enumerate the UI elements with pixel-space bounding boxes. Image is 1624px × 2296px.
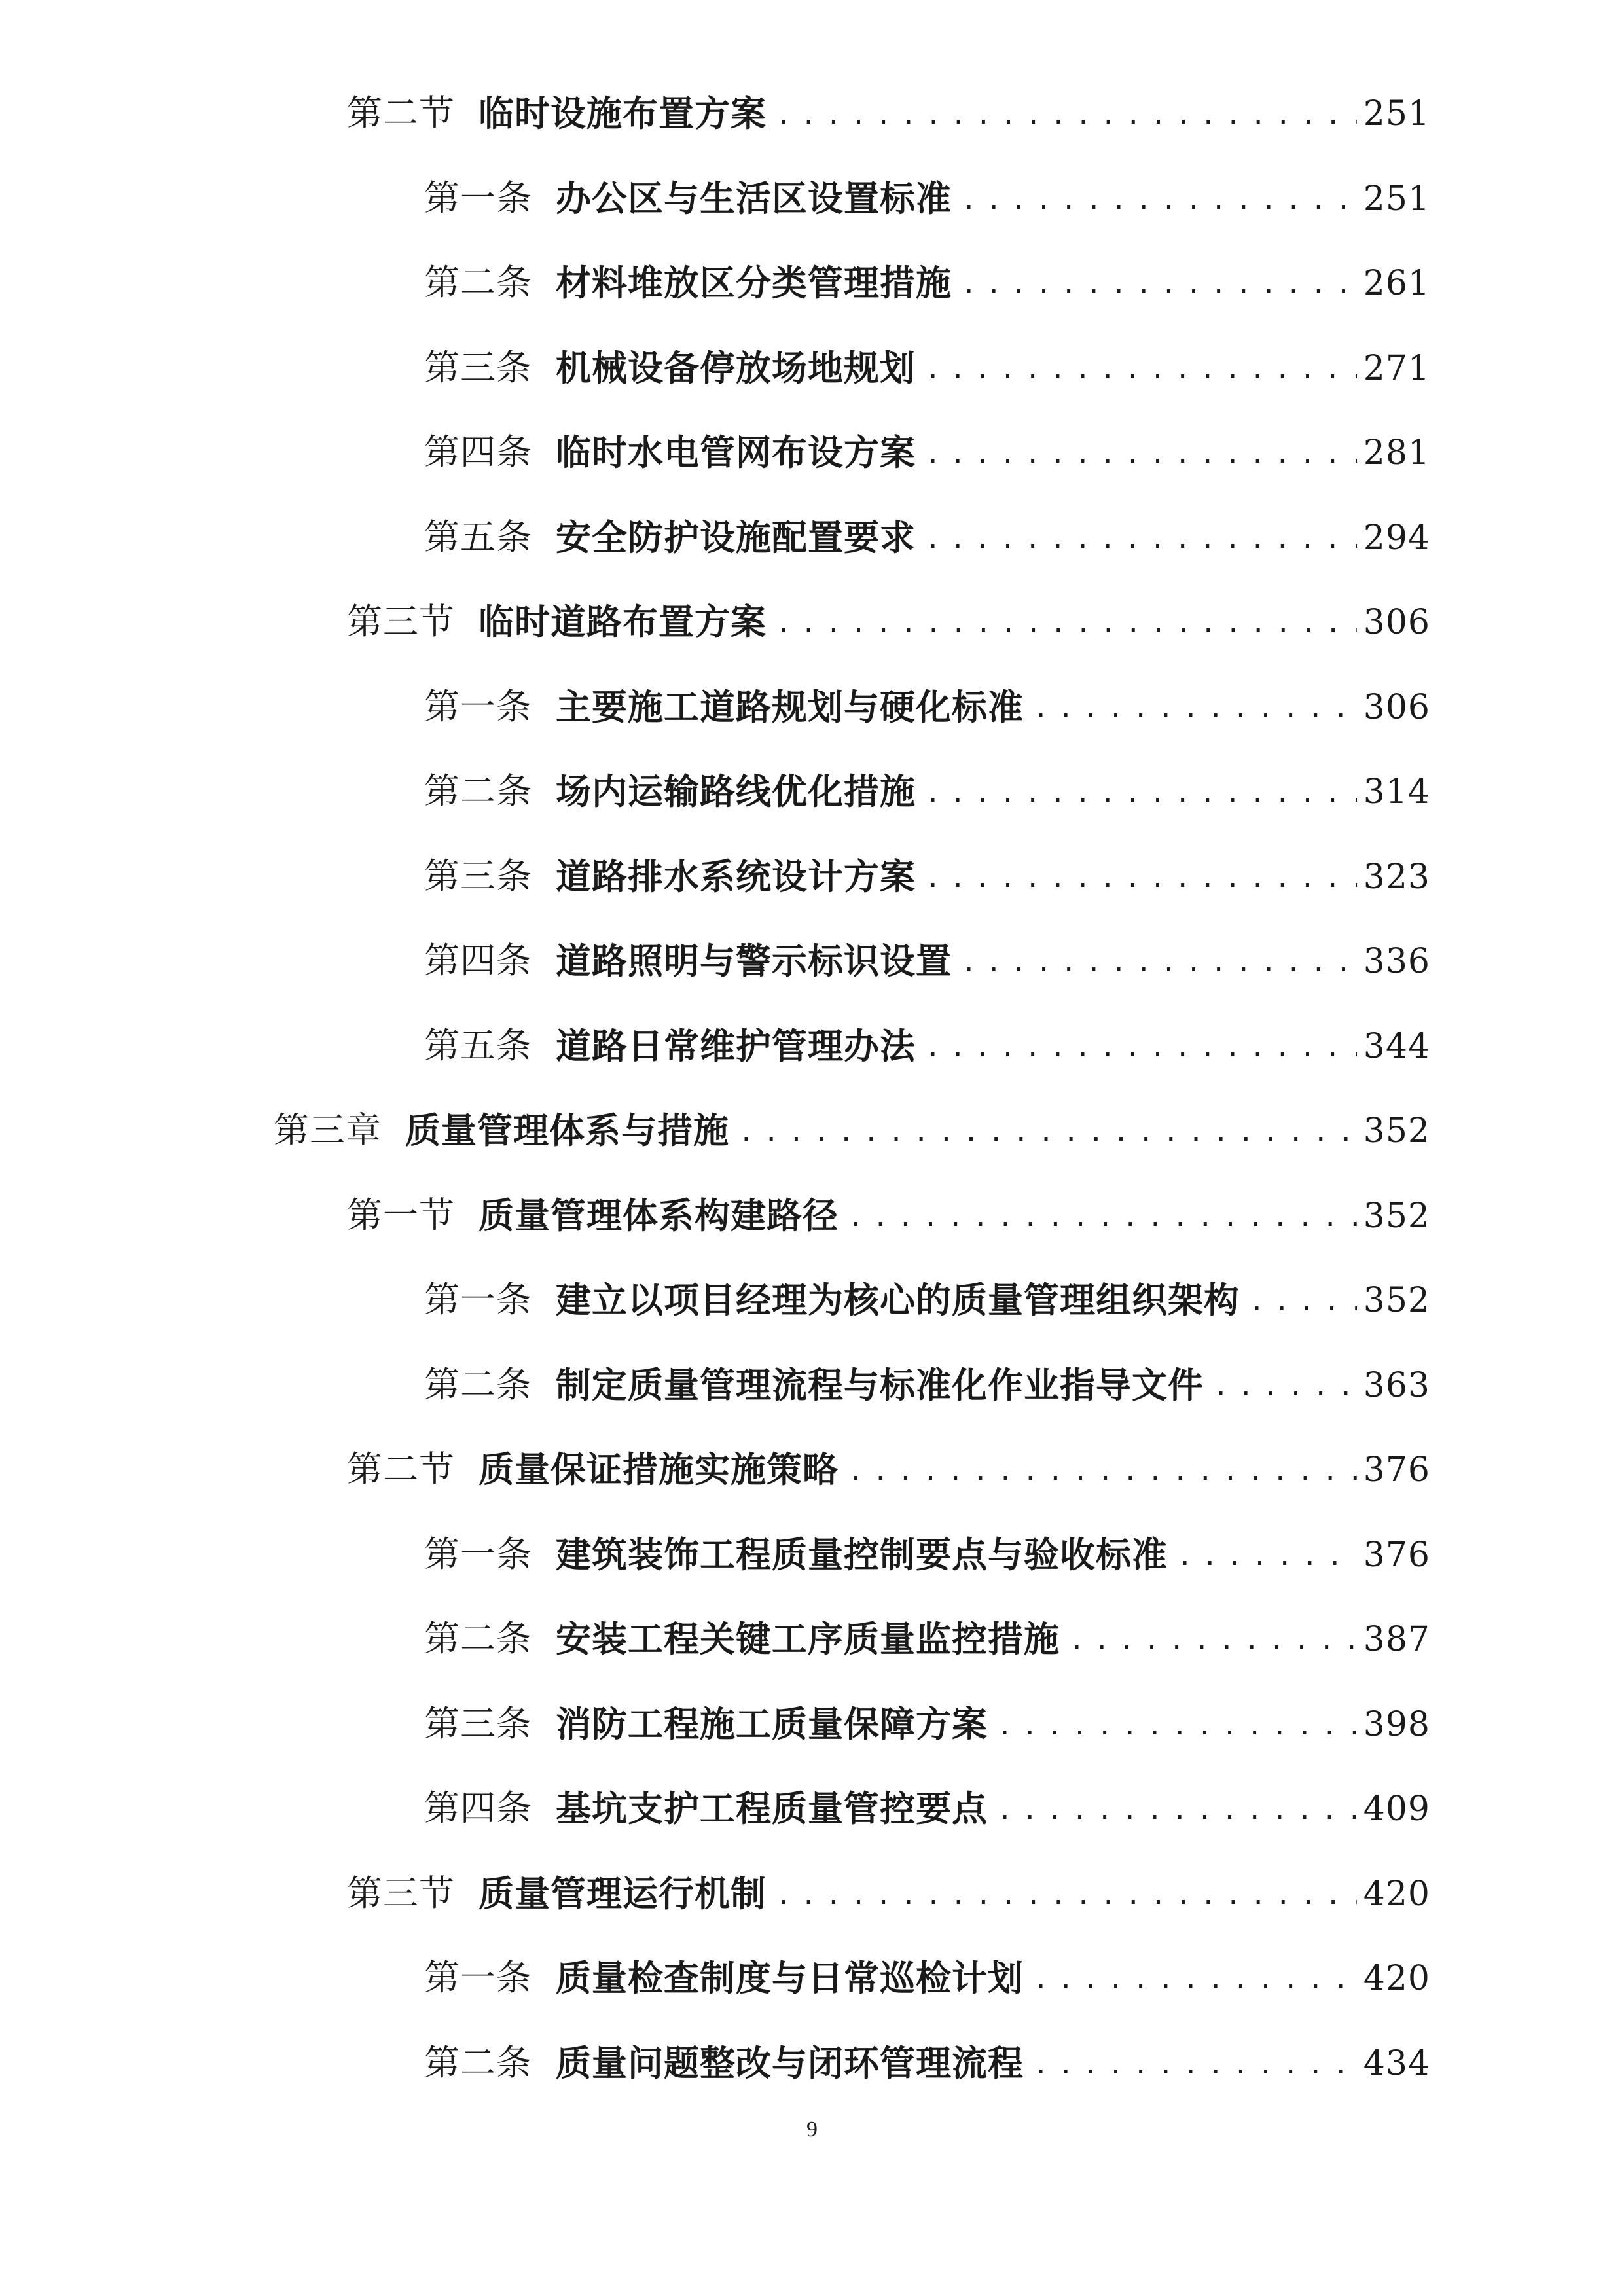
toc-dot-leader [1069, 1628, 1357, 1654]
toc-entry-prefix: 第四条 [424, 940, 532, 981]
toc-entry-page-number: 376 [1363, 1450, 1430, 1490]
toc-entry-page-number: 352 [1363, 1111, 1430, 1151]
toc-entry-section[interactable] [347, 581, 1430, 643]
toc-entry-section[interactable] [347, 72, 1430, 134]
toc-entry-article[interactable] [424, 2022, 1430, 2084]
toc-entry-title: 材料堆放区分类管理措施 [556, 262, 952, 304]
toc-entry-prefix: 第一条 [424, 1279, 532, 1320]
toc-entry-article[interactable] [424, 1005, 1430, 1067]
toc-entry-page-number: 420 [1363, 1874, 1430, 1914]
toc-entry-title: 质量保证措施实施策略 [478, 1448, 839, 1490]
toc-dot-leader [1213, 1374, 1357, 1400]
toc-entry-article[interactable] [424, 1767, 1430, 1829]
toc-entry-title: 质量管理运行机制 [478, 1872, 767, 1914]
toc-entry-page-number: 352 [1363, 1196, 1430, 1236]
toc-entry-page-number: 251 [1363, 179, 1430, 219]
toc-entry-page-number: 434 [1363, 2043, 1430, 2083]
toc-dot-leader [925, 526, 1357, 552]
toc-entry-prefix: 第二条 [424, 2041, 532, 2083]
toc-entry-prefix: 第一条 [424, 685, 532, 727]
toc-entry-prefix: 第二节 [347, 1448, 455, 1490]
toc-entry-article[interactable] [424, 327, 1430, 389]
toc-dot-leader [997, 1713, 1357, 1739]
toc-entry-page-number: 251 [1363, 94, 1430, 134]
toc-dot-leader [997, 1797, 1357, 1823]
toc-entry-title: 建立以项目经理为核心的质量管理组织架构 [556, 1279, 1240, 1321]
toc-entry-page-number: 261 [1363, 264, 1430, 303]
toc-entry-article[interactable] [424, 835, 1430, 897]
toc-dot-leader [961, 950, 1357, 976]
toc-entry-title: 安全防护设施配置要求 [556, 516, 916, 558]
toc-entry-title: 机械设备停放场地规划 [556, 346, 916, 389]
toc-entry-title: 主要施工道路规划与硬化标准 [556, 685, 1024, 728]
toc-entry-article[interactable] [424, 1937, 1430, 1999]
toc-entry-page-number: 363 [1363, 1365, 1430, 1405]
toc-entry-page-number: 398 [1363, 1704, 1430, 1744]
toc-dot-leader [1249, 1289, 1357, 1315]
toc-entry-chapter[interactable] [274, 1089, 1430, 1151]
toc-entry-title: 临时设施布置方案 [478, 92, 767, 134]
toc-entry-article[interactable] [424, 411, 1430, 473]
toc-dot-leader [848, 1458, 1357, 1484]
toc-entry-prefix: 第三节 [347, 601, 455, 642]
toc-entry-title: 质量问题整改与闭环管理流程 [556, 2041, 1024, 2084]
toc-dot-leader [776, 611, 1357, 637]
toc-entry-prefix: 第三章 [274, 1109, 382, 1151]
toc-entry-article[interactable] [424, 750, 1430, 812]
toc-entry-title: 质量管理体系与措施 [405, 1109, 729, 1151]
toc-entry-prefix: 第四条 [424, 431, 532, 473]
toc-entry-section[interactable] [347, 1428, 1430, 1490]
toc-entry-page-number: 409 [1363, 1789, 1430, 1829]
toc-entry-title: 安装工程关键工序质量监控措施 [556, 1618, 1060, 1660]
toc-dot-leader [1033, 696, 1357, 722]
toc-entry-prefix: 第一条 [424, 177, 532, 219]
toc-entry-prefix: 第三条 [424, 1702, 532, 1744]
toc-entry-article[interactable] [424, 1259, 1430, 1321]
toc-entry-prefix: 第一条 [424, 1957, 532, 1998]
toc-entry-prefix: 第三条 [424, 855, 532, 897]
toc-entry-prefix: 第四条 [424, 1787, 532, 1829]
toc-entry-section[interactable] [347, 1174, 1430, 1236]
toc-dot-leader [848, 1204, 1357, 1230]
toc-dot-leader [776, 1882, 1357, 1909]
page-number: 9 [806, 2117, 818, 2142]
toc-entry-prefix: 第二条 [424, 1363, 532, 1405]
toc-entry-prefix: 第二条 [424, 770, 532, 812]
toc-entry-page-number: 306 [1363, 603, 1430, 642]
toc-entry-article[interactable] [424, 1513, 1430, 1575]
toc-entry-article[interactable] [424, 666, 1430, 728]
toc-entry-prefix: 第五条 [424, 516, 532, 558]
toc-entry-article[interactable] [424, 920, 1430, 982]
toc-entry-title: 道路照明与警示标识设置 [556, 940, 952, 982]
toc-dot-leader [1177, 1543, 1357, 1570]
toc-dot-leader [961, 187, 1357, 213]
toc-entry-article[interactable] [424, 242, 1430, 304]
toc-entry-prefix: 第二条 [424, 1618, 532, 1659]
toc-entry-article[interactable] [424, 1344, 1430, 1406]
toc-entry-page-number: 271 [1363, 348, 1430, 388]
toc-entry-article[interactable] [424, 1683, 1430, 1745]
toc-entry-page-number: 306 [1363, 687, 1430, 727]
toc-dot-leader [925, 1035, 1357, 1061]
toc-entry-page-number: 294 [1363, 518, 1430, 558]
toc-dot-leader [1033, 2052, 1357, 2078]
toc-entry-article[interactable] [424, 157, 1430, 219]
toc-entry-page-number: 314 [1363, 772, 1430, 812]
toc-entry-title: 道路排水系统设计方案 [556, 855, 916, 897]
toc-entry-prefix: 第一节 [347, 1194, 455, 1236]
toc-entry-title: 场内运输路线优化措施 [556, 770, 916, 812]
toc-entry-page-number: 344 [1363, 1026, 1430, 1066]
toc-entry-page-number: 323 [1363, 857, 1430, 897]
toc-entry-page-number: 376 [1363, 1535, 1430, 1575]
toc-entry-page-number: 336 [1363, 942, 1430, 981]
toc-entry-page-number: 352 [1363, 1281, 1430, 1320]
toc-entry-prefix: 第二节 [347, 92, 455, 134]
toc-dot-leader [925, 865, 1357, 891]
toc-dot-leader [1033, 1967, 1357, 1993]
toc-entry-title: 建筑装饰工程质量控制要点与验收标准 [556, 1533, 1168, 1575]
toc-entry-title: 质量管理体系构建路径 [478, 1194, 839, 1236]
toc-entry-prefix: 第二条 [424, 262, 532, 303]
toc-entry-title: 质量检查制度与日常巡检计划 [556, 1957, 1024, 1999]
toc-entry-prefix: 第一条 [424, 1533, 532, 1575]
toc-entry-title: 道路日常维护管理办法 [556, 1024, 916, 1067]
toc-dot-leader [776, 102, 1357, 128]
toc-entry-title: 制定质量管理流程与标准化作业指导文件 [556, 1363, 1204, 1406]
toc-entry-title: 办公区与生活区设置标准 [556, 177, 952, 219]
toc-entry-title: 基坑支护工程质量管控要点 [556, 1787, 988, 1829]
toc-dot-leader [925, 780, 1357, 806]
toc-dot-leader [738, 1119, 1357, 1145]
toc-dot-leader [925, 441, 1357, 467]
toc-entry-page-number: 387 [1363, 1620, 1430, 1659]
toc-entry-prefix: 第三节 [347, 1872, 455, 1914]
toc-entry-prefix: 第三条 [424, 346, 532, 388]
toc-entry-title: 临时水电管网布设方案 [556, 431, 916, 473]
toc-entry-article[interactable] [424, 1598, 1430, 1660]
toc-entry-title: 临时道路布置方案 [478, 601, 767, 643]
toc-entry-title: 消防工程施工质量保障方案 [556, 1702, 988, 1745]
toc-entry-article[interactable] [424, 496, 1430, 558]
toc-entry-section[interactable] [347, 1852, 1430, 1914]
toc-entry-prefix: 第五条 [424, 1024, 532, 1066]
toc-dot-leader [961, 272, 1357, 298]
toc-entry-page-number: 281 [1363, 433, 1430, 473]
toc-dot-leader [925, 357, 1357, 383]
toc-entry-page-number: 420 [1363, 1959, 1430, 1998]
